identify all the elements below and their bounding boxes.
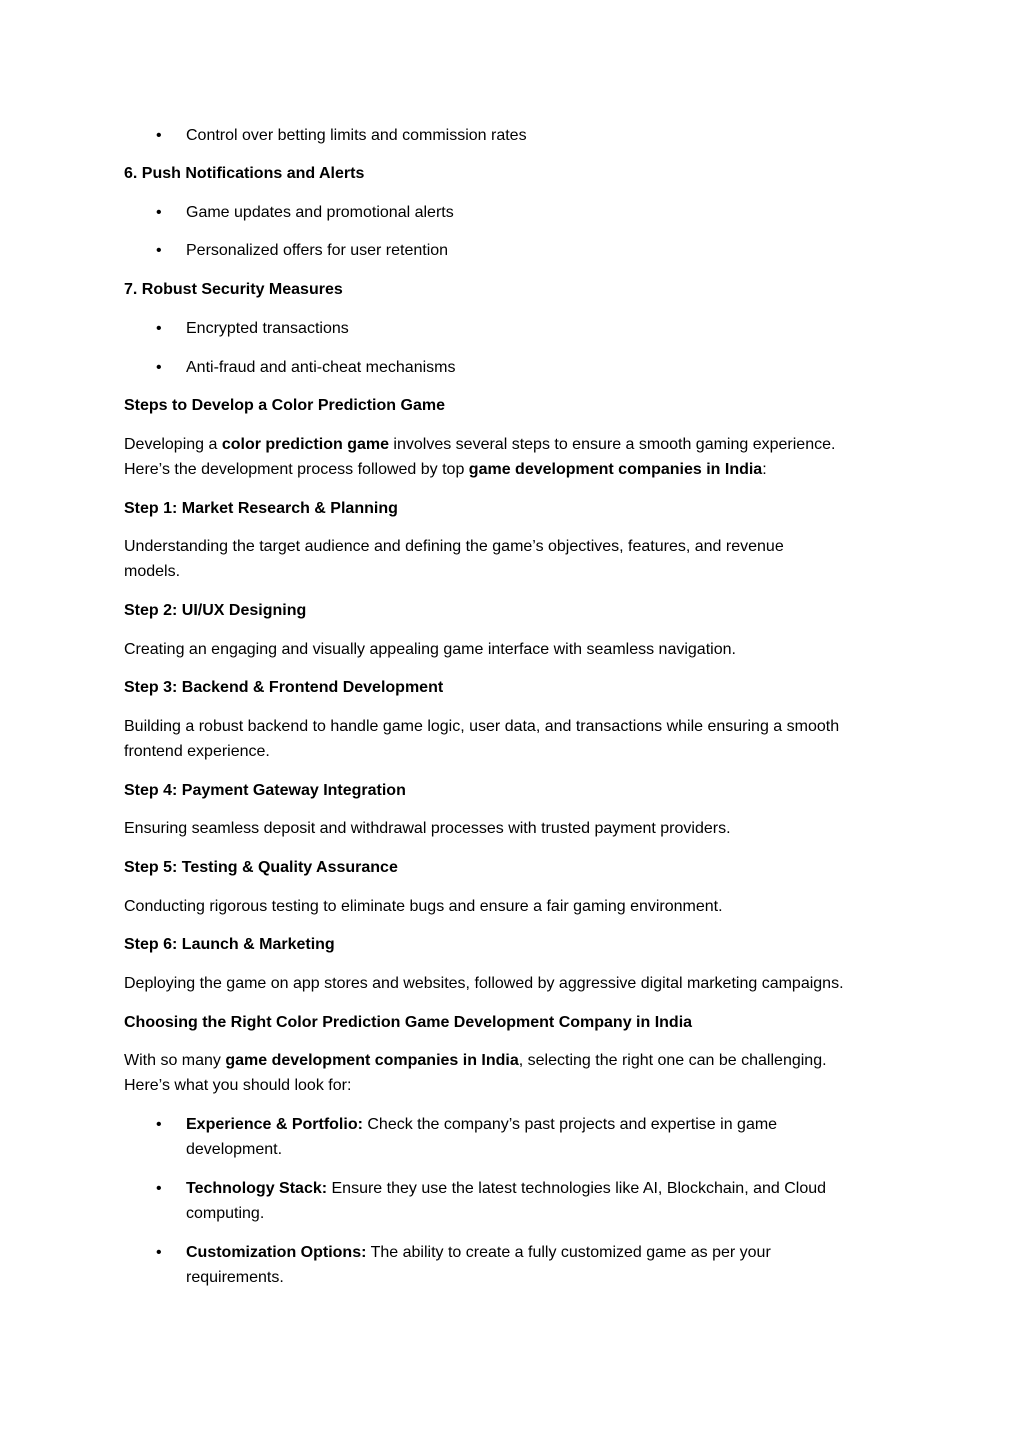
section-heading-7: 7. Robust Security Measures [124, 281, 343, 298]
criteria-item-experience [186, 1112, 777, 1137]
step-text-3-cont: frontend experience. [124, 743, 270, 760]
steps-heading: Steps to Develop a Color Prediction Game [124, 397, 445, 414]
choosing-paragraph-line-1 [124, 1048, 827, 1073]
criteria-text: The ability to create a fully customized game as per your [366, 1244, 771, 1261]
criteria-item-technology [186, 1176, 826, 1201]
bullet-marker: • [156, 320, 162, 337]
criteria-item-customization-cont: requirements. [186, 1269, 284, 1286]
bullet-marker: • [156, 242, 162, 259]
list-item: Game updates and promotional alerts [186, 204, 454, 221]
choosing-heading: Choosing the Right Color Prediction Game Development Company in India [124, 1014, 693, 1031]
criteria-text: Ensure they use the latest technologies like AI, Blockchain, and Cloud [327, 1180, 827, 1197]
list-item: Personalized offers for user retention [186, 242, 449, 259]
list-item: Anti-fraud and anti-cheat mechanisms [186, 359, 456, 376]
list-item: Encrypted transactions [186, 320, 349, 337]
intro-text: involves several steps to ensure a smooth gaming experience. [388, 436, 836, 453]
criteria-text: Check the company’s past projects and expertise in game [362, 1116, 778, 1133]
criteria-label: Customization Options: [186, 1244, 367, 1261]
step-heading-5: Step 5: Testing & Quality Assurance [124, 859, 398, 876]
criteria-item-experience-cont: development. [186, 1141, 283, 1158]
choosing-text: With so many [124, 1052, 226, 1069]
step-heading-6: Step 6: Launch & Marketing [124, 936, 335, 953]
step-heading-4: Step 4: Payment Gateway Integration [124, 782, 406, 799]
intro-bold-text: color prediction game [221, 436, 389, 453]
step-text-1-cont: models. [124, 563, 181, 580]
choosing-text: , selecting the right one can be challenging. [518, 1052, 827, 1069]
criteria-label: Experience & Portfolio: [186, 1116, 363, 1133]
step-text-3: Building a robust backend to handle game logic, user data, and transactions while ensuring a smooth [124, 718, 840, 735]
criteria-item-customization [186, 1240, 771, 1265]
criteria-label: Technology Stack: [186, 1180, 328, 1197]
intro-text: : [762, 461, 767, 478]
intro-paragraph-line-1 [124, 432, 835, 457]
intro-paragraph-line-2 [124, 457, 767, 482]
bullet-marker: • [156, 1116, 162, 1133]
bullet-marker: • [156, 204, 162, 221]
step-text-5: Conducting rigorous testing to eliminate bugs and ensure a fair gaming environment. [124, 898, 723, 915]
bullet-marker: • [156, 359, 162, 376]
step-text-6: Deploying the game on app stores and websites, followed by aggressive digital marketing campaigns. [124, 975, 844, 992]
bullet-marker: • [156, 1180, 162, 1197]
intro-text: Here’s the development process followed by top [124, 461, 469, 478]
step-heading-2: Step 2: UI/UX Designing [124, 602, 307, 619]
intro-text: Developing a [124, 436, 222, 453]
bullet-marker: • [156, 127, 162, 144]
step-text-1: Understanding the target audience and defining the game’s objectives, features, and revenue [124, 538, 784, 555]
step-heading-1: Step 1: Market Research & Planning [124, 500, 398, 517]
bullet-marker: • [156, 1244, 162, 1261]
choosing-bold-text: game development companies in India [225, 1052, 519, 1069]
step-text-4: Ensuring seamless deposit and withdrawal processes with trusted payment providers. [124, 820, 731, 837]
step-text-2: Creating an engaging and visually appealing game interface with seamless navigation. [124, 641, 736, 658]
section-heading-6: 6. Push Notifications and Alerts [124, 165, 365, 182]
step-heading-3: Step 3: Backend & Frontend Development [124, 679, 444, 696]
choosing-paragraph-line-2: Here’s what you should look for: [124, 1077, 352, 1094]
list-item: Control over betting limits and commission rates [186, 127, 527, 144]
intro-bold-text: game development companies in India [468, 461, 763, 478]
criteria-item-technology-cont: computing. [186, 1205, 265, 1222]
